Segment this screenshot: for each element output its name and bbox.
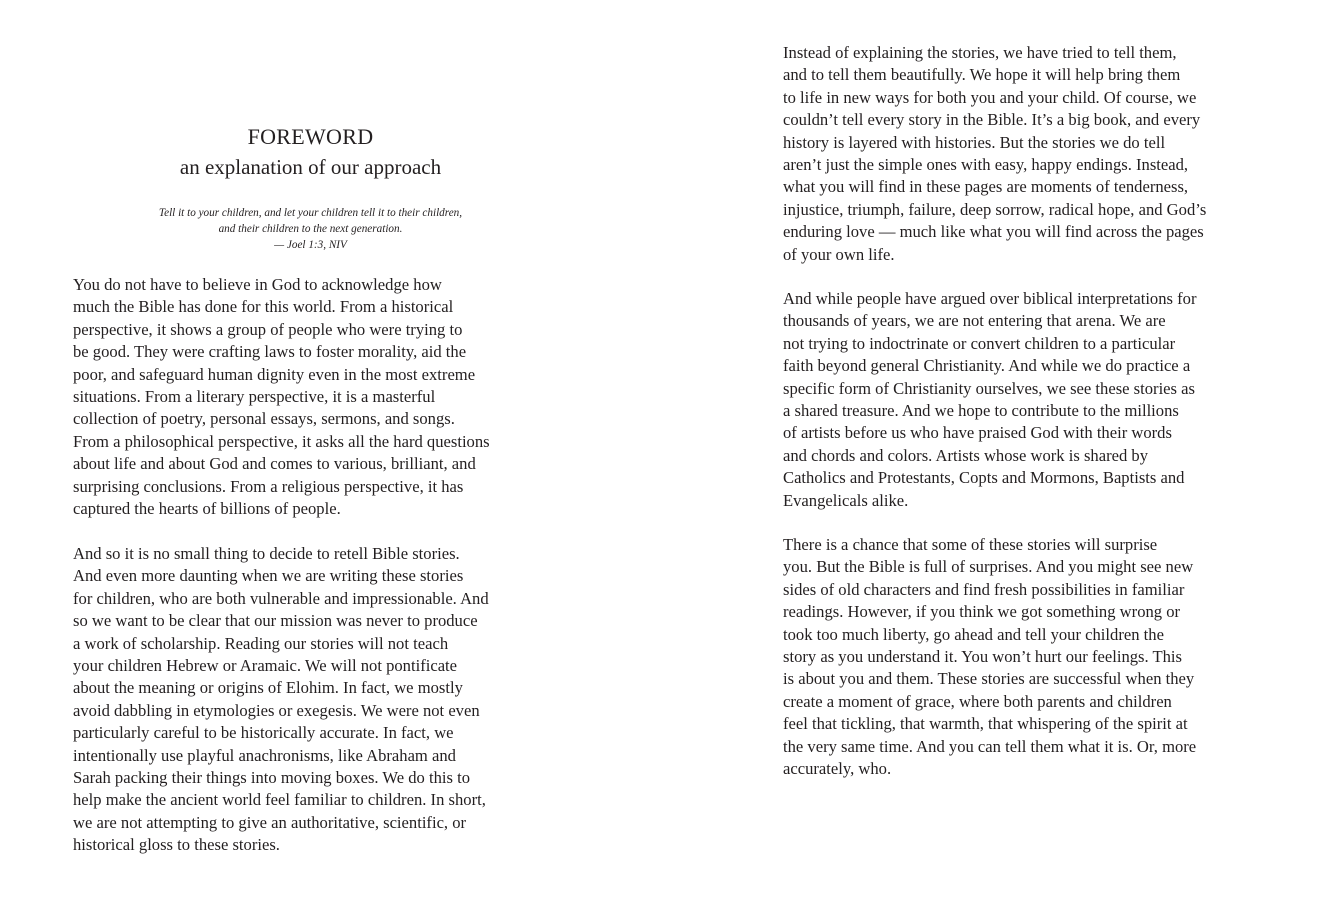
text-line: story as you understand it. You won’t hurt our feelings. This xyxy=(783,647,1183,667)
epigraph-line: and their children to the next generation. xyxy=(218,223,403,235)
text-line: help make the ancient world feel familiar to children. In short, xyxy=(73,790,486,810)
text-line: Evangelicals alike. xyxy=(783,490,909,510)
text-line: perspective, it shows a group of people who were trying to xyxy=(73,319,463,339)
text-line: And so it is no small thing to decide to retell Bible stories. xyxy=(73,544,460,563)
text-line: history is layered with histories. But the stories we do tell xyxy=(783,132,1166,152)
text-line: faith beyond general Christianity. And while we do practice a xyxy=(783,356,1191,376)
text-line: and chords and colors. Artists whose work is shared by xyxy=(783,445,1149,465)
epigraph-citation: — Joel 1:3, NIV xyxy=(274,239,347,251)
text-line: a shared treasure. And we hope to contribute to the millions xyxy=(783,401,1179,421)
text-line: much the Bible has done for this world. From a historical xyxy=(73,297,454,317)
text-line: took too much liberty, go ahead and tell your children the xyxy=(783,624,1164,644)
text-line: collection of poetry, personal essays, sermons, and songs. xyxy=(73,409,455,429)
text-line: not trying to indoctrinate or convert children to a particular xyxy=(783,333,1176,353)
text-line: readings. However, if you think we got something wrong or xyxy=(783,602,1181,622)
text-line: of artists before us who have praised God with their words xyxy=(783,423,1172,443)
text-line: There is a chance that some of these stories will surprise xyxy=(783,535,1158,554)
text-line: From a philosophical perspective, it asks all the hard questions xyxy=(73,431,490,451)
text-line: you. But the Bible is full of surprises. And you might see new xyxy=(783,557,1194,577)
foreword-title: FOREWORD xyxy=(247,124,374,149)
paragraph xyxy=(783,288,1196,512)
text-line: so we want to be clear that our mission was never to produce xyxy=(73,611,478,631)
text-line: sides of old characters and find fresh possibilities in familiar xyxy=(783,579,1185,599)
text-line: particularly careful to be historically accurate. In fact, we xyxy=(73,723,454,743)
text-line: what you will find in these pages are moments of tenderness, xyxy=(783,177,1189,197)
text-line: the very same time. And you can tell them what it is. Or, more xyxy=(783,736,1197,756)
foreword-heading xyxy=(73,122,548,182)
paragraph xyxy=(73,274,490,520)
foreword-subtitle: an explanation of our approach xyxy=(179,155,442,179)
text-line: a work of scholarship. Reading our stories will not teach xyxy=(73,633,449,653)
text-line: of your own life. xyxy=(783,244,895,264)
paragraph xyxy=(783,534,1196,780)
epigraph-line: Tell it to your children, and let your children tell it to their children, xyxy=(158,207,463,219)
text-line: intentionally use playful anachronisms, like Abraham and xyxy=(73,745,456,765)
text-line: And while people have argued over biblical interpretations for xyxy=(783,289,1197,308)
text-line: historical gloss to these stories. xyxy=(73,835,280,855)
text-line: to life in new ways for both you and your child. Of course, we xyxy=(783,87,1197,107)
text-line: avoid dabbling in etymologies or exegesis. We were not even xyxy=(73,700,480,720)
text-line: injustice, triumph, failure, deep sorrow, radical hope, and God’s xyxy=(783,199,1207,219)
text-line: be good. They were crafting laws to foster morality, aid the xyxy=(73,342,467,362)
text-line: is about you and them. These stories are successful when they xyxy=(783,669,1195,689)
text-line: thousands of years, we are not entering that arena. We are xyxy=(783,311,1166,331)
text-line: surprising conclusions. From a religious perspective, it has xyxy=(73,476,464,496)
text-line: Instead of explaining the stories, we have tried to tell them, xyxy=(783,43,1177,62)
text-line: we are not attempting to give an authoritative, scientific, or xyxy=(73,812,467,832)
text-line: Sarah packing their things into moving boxes. We do this to xyxy=(73,768,471,788)
text-line: enduring love — much like what you will find across the pages xyxy=(783,222,1204,242)
text-line: create a moment of grace, where both parents and children xyxy=(783,691,1172,711)
text-line: about the meaning or origins of Elohim. In fact, we mostly xyxy=(73,678,463,698)
paragraph xyxy=(783,42,1206,266)
text-line: specific form of Christianity ourselves, we see these stories as xyxy=(783,378,1195,398)
text-line: your children Hebrew or Aramaic. We will not pontificate xyxy=(73,656,458,676)
text-line: and to tell them beautifully. We hope it will help bring them xyxy=(783,65,1181,85)
text-line: about life and about God and comes to various, brilliant, and xyxy=(73,454,476,474)
text-line: aren’t just the simple ones with easy, happy endings. Instead, xyxy=(783,155,1189,175)
text-line: And even more daunting when we are writing these stories xyxy=(73,566,464,586)
text-line: for children, who are both vulnerable and impressionable. And xyxy=(73,588,489,608)
text-line: poor, and safeguard human dignity even in the most extreme xyxy=(73,364,476,384)
text-line: couldn’t tell every story in the Bible. It’s a big book, and every xyxy=(783,110,1201,130)
text-line: You do not have to believe in God to acknowledge how xyxy=(73,275,442,294)
text-line: Catholics and Protestants, Copts and Mormons, Baptists and xyxy=(783,468,1185,488)
text-line: situations. From a literary perspective, it is a masterful xyxy=(73,387,436,407)
epigraph xyxy=(73,205,548,253)
paragraph xyxy=(73,543,489,857)
text-line: accurately, who. xyxy=(783,759,892,779)
text-line: captured the hearts of billions of people. xyxy=(73,499,341,519)
text-line: feel that tickling, that warmth, that whispering of the spirit at xyxy=(783,714,1188,734)
